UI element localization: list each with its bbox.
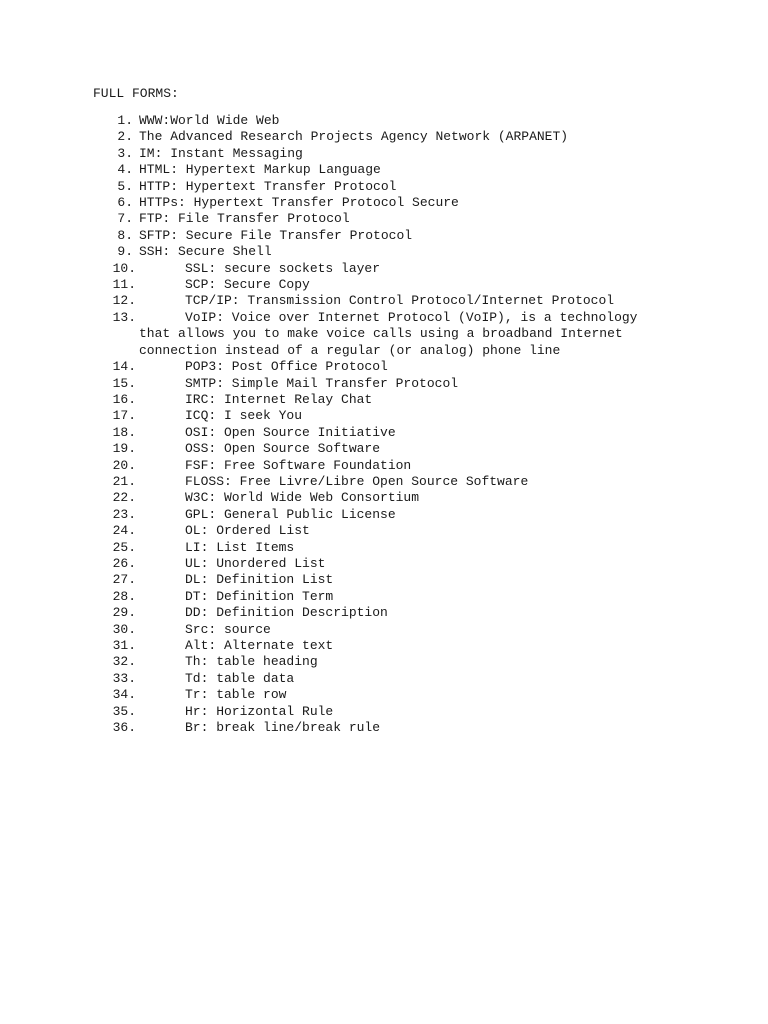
list-item	[0, 507, 768, 523]
item-text: Tr: table row	[185, 687, 287, 703]
item-text: HTML: Hypertext Markup Language	[139, 162, 381, 178]
item-number: 33.	[112, 670, 136, 686]
list-item	[0, 441, 768, 457]
item-number: 7.	[117, 211, 133, 227]
item-number: 13.	[112, 309, 136, 325]
item-number: 35.	[112, 703, 136, 719]
item-text: W3C: World Wide Web Consortium	[185, 490, 420, 506]
list-item	[0, 244, 768, 260]
list-item	[0, 195, 768, 211]
item-number: 14.	[112, 359, 136, 375]
item-number: 29.	[112, 605, 136, 621]
list-item	[0, 458, 768, 474]
list-item	[0, 277, 768, 293]
item-number: 31.	[112, 638, 136, 653]
list-item	[0, 293, 768, 309]
list-item	[0, 671, 768, 687]
item-text: SFTP: Secure File Transfer Protocol	[139, 227, 413, 243]
item-text: HTTPs: Hypertext Transfer Protocol Secure	[139, 195, 459, 211]
item-number: 8.	[117, 227, 133, 243]
item-number: 25.	[112, 539, 136, 555]
item-text: DL: Definition List	[185, 572, 334, 588]
list-item	[0, 359, 768, 375]
item-number: 22.	[112, 490, 136, 506]
item-number: 17.	[112, 408, 136, 424]
list-item	[0, 376, 768, 392]
list-item	[0, 129, 768, 145]
list-item	[0, 720, 768, 736]
item-text: Td: table data	[185, 670, 295, 686]
item-text: OSS: Open Source Software	[185, 441, 381, 457]
item-text: TCP/IP: Transmission Control Protocol/Internet Protocol	[185, 293, 615, 309]
item-number: 11.	[112, 277, 136, 293]
item-text: FLOSS: Free Livre/Libre Open Source Software	[185, 473, 529, 489]
item-text: UL: Unordered List	[185, 555, 326, 571]
list-item	[0, 261, 768, 277]
list-item	[0, 622, 768, 638]
item-text: Hr: Horizontal Rule	[185, 703, 334, 719]
item-number: 30.	[112, 621, 136, 637]
list-item	[0, 474, 768, 490]
list-item	[0, 638, 768, 654]
list-item	[0, 425, 768, 441]
item-number: 34.	[112, 687, 136, 703]
item-text: ICQ: I seek You	[185, 408, 303, 424]
list-item	[0, 211, 768, 227]
item-text: SSH: Secure Shell	[139, 244, 272, 260]
item-number: 36.	[112, 720, 136, 736]
full-forms-list	[0, 113, 768, 736]
item-text-continuation: connection instead of a regular (or analog) phone line	[139, 342, 561, 358]
list-item	[0, 654, 768, 670]
item-text: POP3: Post Office Protocol	[185, 359, 388, 375]
item-number: 4.	[117, 162, 133, 178]
item-text: SMTP: Simple Mail Transfer Protocol	[185, 375, 459, 391]
item-number: 16.	[112, 391, 136, 407]
item-text: Src: source	[185, 621, 271, 637]
list-item	[0, 556, 768, 572]
item-text: IM: Instant Messaging	[139, 145, 303, 161]
list-item	[0, 162, 768, 178]
item-number: 1.	[117, 113, 133, 128]
item-number: 5.	[117, 178, 133, 194]
item-number: 27.	[112, 572, 136, 588]
item-text: WWW:World Wide Web	[139, 113, 280, 128]
item-number: 26.	[112, 555, 136, 571]
item-text: DT: Definition Term	[185, 588, 334, 604]
item-number: 10.	[112, 260, 136, 276]
item-text-continuation: that allows you to make voice calls using a broadband Internet	[139, 326, 623, 342]
list-item	[0, 228, 768, 244]
item-number: 19.	[112, 441, 136, 457]
item-text: LI: List Items	[185, 539, 295, 555]
item-number: 2.	[117, 129, 133, 145]
list-item	[0, 605, 768, 621]
item-text: SSL: secure sockets layer	[185, 260, 381, 276]
page-heading: FULL FORMS:	[93, 86, 179, 101]
item-text: GPL: General Public License	[185, 506, 396, 522]
list-item	[0, 540, 768, 556]
item-text: OL: Ordered List	[185, 523, 310, 539]
item-text: Br: break line/break rule	[185, 720, 381, 736]
item-text: FSF: Free Software Foundation	[185, 457, 412, 473]
list-item	[0, 490, 768, 506]
item-text: HTTP: Hypertext Transfer Protocol	[139, 178, 397, 194]
list-item	[0, 589, 768, 605]
item-text: VoIP: Voice over Internet Protocol (VoIP), is a technology	[185, 309, 638, 325]
item-number: 15.	[112, 375, 136, 391]
list-item	[0, 392, 768, 408]
item-text: IRC: Internet Relay Chat	[185, 391, 373, 407]
list-item	[0, 523, 768, 539]
item-number: 12.	[112, 293, 136, 309]
item-text: DD: Definition Description	[185, 605, 388, 621]
item-number: 20.	[112, 457, 136, 473]
item-number: 3.	[117, 145, 133, 161]
item-number: 6.	[117, 195, 133, 211]
list-item	[0, 310, 768, 359]
item-text: OSI: Open Source Initiative	[185, 424, 396, 440]
item-number: 32.	[112, 654, 136, 670]
item-number: 24.	[112, 523, 136, 539]
list-item	[0, 704, 768, 720]
list-item	[0, 687, 768, 703]
item-number: 9.	[117, 244, 133, 260]
list-item	[0, 146, 768, 162]
item-text: The Advanced Research Projects Agency Network (ARPANET)	[139, 129, 569, 145]
item-text: Alt: Alternate text	[185, 638, 334, 653]
item-text: Th: table heading	[185, 654, 318, 670]
list-item	[0, 572, 768, 588]
list-item	[0, 408, 768, 424]
item-number: 21.	[112, 473, 136, 489]
list-item	[0, 113, 768, 129]
item-number: 18.	[112, 424, 136, 440]
item-number: 23.	[112, 506, 136, 522]
item-text: FTP: File Transfer Protocol	[139, 211, 350, 227]
item-text: SCP: Secure Copy	[185, 277, 310, 293]
item-number: 28.	[112, 588, 136, 604]
list-item	[0, 179, 768, 195]
